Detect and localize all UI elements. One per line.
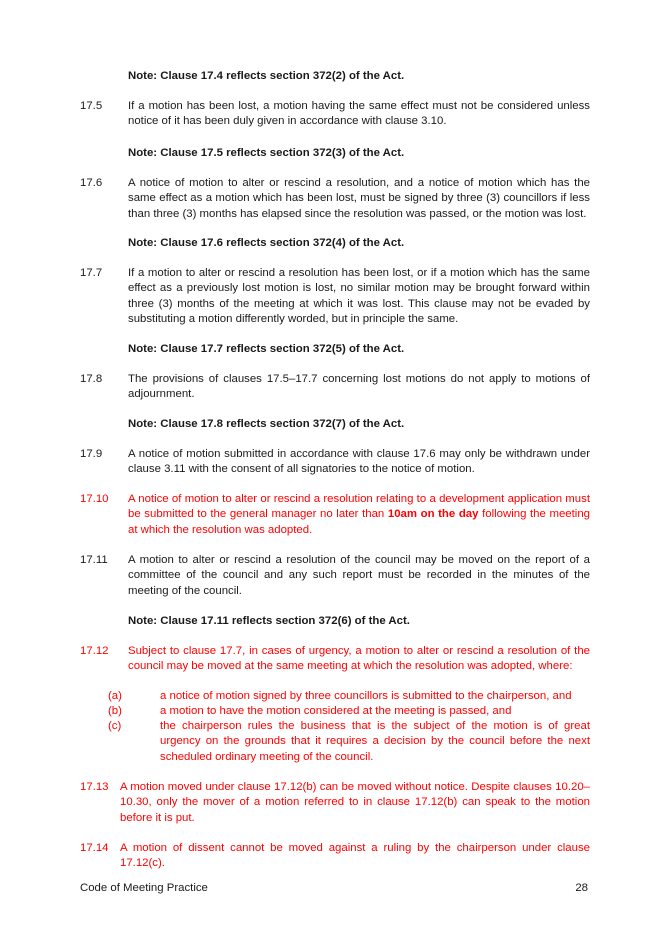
subitem-a bbox=[108, 689, 590, 704]
note-17-5: Note: Clause 17.5 reflects section 372(3) of the Act. bbox=[128, 147, 405, 159]
clause-number: 17.9 bbox=[80, 448, 103, 460]
clause-number: 17.8 bbox=[80, 373, 103, 385]
page-number: 28 bbox=[575, 882, 588, 894]
clause-number: 17.7 bbox=[80, 267, 103, 279]
clause-17-10 bbox=[80, 492, 590, 538]
clause-text: A motion of dissent cannot be moved against a ruling by the chairperson under clause 17.12(c). bbox=[120, 842, 590, 870]
subitem-text: a motion to have the motion considered at the meeting is passed, and bbox=[160, 705, 512, 717]
clause-17-7 bbox=[80, 266, 590, 327]
clause-number: 17.10 bbox=[80, 493, 109, 505]
note-17-6: Note: Clause 17.6 reflects section 372(4) of the Act. bbox=[128, 237, 405, 249]
clause-number: 17.14 bbox=[80, 842, 109, 854]
clause-17-5 bbox=[80, 99, 590, 130]
clause-17-11 bbox=[80, 553, 590, 599]
note-17-4: Note: Clause 17.4 reflects section 372(2) of the Act. bbox=[128, 70, 405, 82]
subitem-number: (a) bbox=[108, 690, 122, 702]
clause-text: A motion to alter or rescind a resolution of the council may be moved on the report of a committee of the council and any such report must be recorded in the minutes of the meeting of the council. bbox=[128, 554, 590, 597]
subitem-number: (c) bbox=[108, 720, 122, 732]
clause-number: 17.11 bbox=[80, 554, 108, 566]
clause-text: If a motion has been lost, a motion having the same effect must not be considered unless notice of it has been duly given in accordance with clause 3.10. bbox=[128, 100, 590, 128]
clause-number: 17.13 bbox=[80, 781, 109, 793]
clause-text-emphasis: 10am on the day bbox=[387, 508, 479, 521]
subitem-text: the chairperson rules the business that is the subject of the motion is of great urgency on the grounds that it requires a decision by the council before the next scheduled ordinary meeting of the council. bbox=[160, 720, 590, 763]
footer-title: Code of Meeting Practice bbox=[80, 882, 208, 894]
clause-17-13 bbox=[80, 780, 590, 826]
subitem-b bbox=[108, 704, 590, 719]
clause-text-end: following the meeting at which the resolution was adopted. bbox=[128, 508, 590, 536]
clause-text: A notice of motion submitted in accordance with clause 17.6 may only be withdrawn under clause 3.11 with the consent of all signatories to the notice of motion. bbox=[128, 448, 590, 476]
note-17-7: Note: Clause 17.7 reflects section 372(5) of the Act. bbox=[128, 343, 405, 355]
clause-number: 17.6 bbox=[80, 177, 103, 189]
clause-17-12 bbox=[80, 644, 590, 675]
clause-17-6 bbox=[80, 176, 590, 222]
clause-text: If a motion to alter or rescind a resolution has been lost, or if a motion which has the same effect as a previously lost motion is lost, no similar motion may be brought forward within three (3) months of the meeting at which it was lost. This clause may not be evaded by substituting a motion differently worded, but in principle the same. bbox=[128, 267, 590, 325]
clause-text-start: A notice of motion to alter or rescind a resolution relating to a development application must be submitted to the general manager no later than bbox=[128, 493, 590, 521]
clause-text: A notice of motion to alter or rescind a resolution, and a notice of motion which has the same effect as a motion which has been lost, must be signed by three (3) councillors if less than three (3) months has elapsed since the resolution was passed, or the motion was lost. bbox=[128, 177, 590, 220]
clause-number: 17.12 bbox=[80, 645, 109, 657]
note-17-11: Note: Clause 17.11 reflects section 372(6) of the Act. bbox=[128, 615, 410, 627]
subitem-number: (b) bbox=[108, 705, 122, 717]
note-17-8: Note: Clause 17.8 reflects section 372(7) of the Act. bbox=[128, 418, 405, 430]
clause-text bbox=[128, 492, 590, 538]
clause-17-9 bbox=[80, 447, 590, 478]
clause-17-8 bbox=[80, 372, 590, 403]
clause-text: A motion moved under clause 17.12(b) can be moved without notice. Despite clauses 10.20–10.30, only the mover of a motion referred to in clause 17.12(b) can speak to the motion before it is put. bbox=[120, 781, 590, 824]
subitem-text: a notice of motion signed by three councillors is submitted to the chairperson, and bbox=[160, 690, 572, 702]
clause-number: 17.5 bbox=[80, 100, 103, 112]
clause-17-14 bbox=[80, 841, 590, 872]
clause-text: Subject to clause 17.7, in cases of urgency, a motion to alter or rescind a resolution of the council may be moved at the same meeting at which the resolution was adopted, where: bbox=[128, 645, 590, 673]
clause-text: The provisions of clauses 17.5–17.7 concerning lost motions do not apply to motions of adjournment. bbox=[128, 373, 590, 401]
subitem-c bbox=[108, 719, 590, 765]
